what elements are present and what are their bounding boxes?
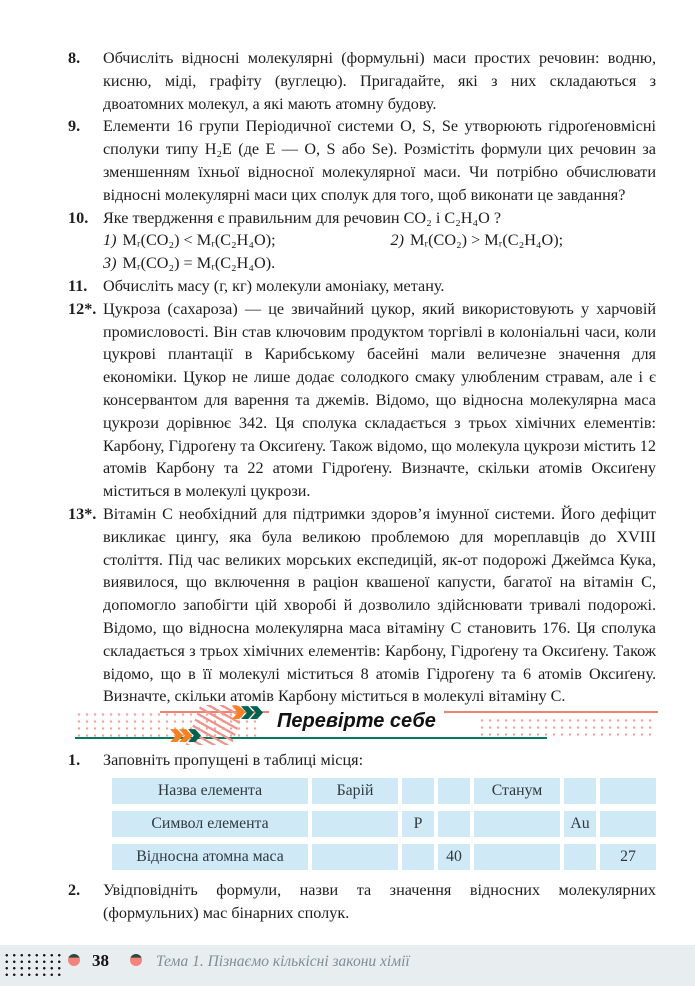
check-item-number: 1. [68, 751, 81, 770]
problem-number: 8. [68, 49, 81, 67]
table-cell [402, 778, 434, 804]
option-formula: Mᵣ(CO₂) < Mᵣ(C₂H₄O); [122, 231, 276, 250]
check-item-text: Увідповідніть формули, назви та значення відносних молекулярних (формульних) мас бінарних сполук. [103, 880, 656, 922]
check-item-text [103, 749, 656, 879]
problem-number: 13*. [68, 504, 97, 523]
table-cell [438, 778, 470, 804]
check-item-2 [68, 879, 656, 925]
table-cell [474, 811, 560, 837]
problem-text: Обчисліть відносні молекулярні (формульні) маси простих речовин: водню, кисню, міді, графіту (вуглецю). Пригадайте, які з них складаються з двоатомних молекул, а які мають атомну будову. [103, 49, 656, 113]
problem-text [103, 207, 656, 275]
table-cell: Барій [312, 778, 398, 804]
page-footer [0, 945, 695, 986]
section-title: Перевірте себе [269, 710, 444, 733]
problem-item-13 [68, 503, 656, 708]
answer-option-1 [103, 229, 391, 252]
green-rule-line [75, 737, 547, 739]
option-formula: Mᵣ(CO₂) = Mᵣ(C₂H₄O). [122, 254, 276, 273]
problem-item-11 [68, 275, 656, 298]
dot-grid-decoration [3, 952, 61, 977]
option-marker: 2) [390, 231, 405, 250]
table-cell: 27 [600, 844, 656, 870]
table-cell: Станум [474, 778, 560, 804]
table-cell [312, 844, 398, 870]
table-row-label: Відносна атомна маса [112, 844, 308, 870]
table-cell: P [402, 811, 434, 837]
table-row-label: Символ елемента [112, 811, 308, 837]
table-cell [600, 811, 656, 837]
answer-option-3 [103, 252, 656, 275]
problem-number: 10. [68, 208, 89, 227]
problem-text: Обчисліть масу (г, кг) молекули амоніаку, метану. [103, 276, 445, 295]
table-cell: Au [564, 811, 596, 837]
page-marker-icon [130, 954, 142, 966]
check-item-instruction: Заповніть пропущені в таблиці місця: [103, 751, 364, 770]
problem-item-9 [68, 115, 656, 206]
problem-text: Елементи 16 групи Періодичної системи O, S, Se утворюють гідроґеновмісні сполуки типу H₂E (де E — O, S або Se). Розмістіть формули цих речовин за зменшенням їхньої відносної молекулярної маси. Чи потрібно обчислювати відносні молекулярні маси цих сполук для того, щоб виконати це завдання? [103, 117, 656, 204]
answer-options [103, 229, 656, 275]
table-cell [312, 811, 398, 837]
page-marker-icon [68, 954, 80, 966]
check-item-1 [68, 749, 656, 879]
section-header-band [75, 708, 658, 742]
table-cell [600, 778, 656, 804]
option-marker: 3) [103, 254, 117, 273]
table-cell: 40 [438, 844, 470, 870]
table-cell [564, 778, 596, 804]
dot-pattern-decoration [478, 717, 656, 738]
problem-item-8 [68, 47, 656, 115]
chapter-title: Тема 1. Пізнаємо кількісні закони хімії [156, 953, 410, 970]
table-cell [564, 844, 596, 870]
problem-text: Цукроза (сахароза) — це звичайний цукор, який використовують у харчовій промисловості. Він став ключовим продуктом торгівлі в колоніальні часи, коли цукрові плантації в Карибському басейні мали величезне значення для економіки. Цукор не лише додає солодкого смаку улюбленим стравам, але і є консервантом для варення та джемів. Відомо, що відносна молекулярна маса цукрози дорівнює 342. Ця сполука складається з трьох хімічних елементів: Карбону, Гідроґену та Оксиґену. Також відомо, що молекула цукрози містить 12 атомів Карбону та 22 атоми Гідроґену. Визначте, скільки атомів Оксиґену міститься в молекулі цукрози. [103, 299, 656, 501]
problem-item-10 [68, 207, 656, 275]
table-cell [402, 844, 434, 870]
problem-number: 12*. [68, 299, 97, 318]
table-row-label: Назва елемента [112, 778, 308, 804]
problem-number: 11. [68, 276, 88, 295]
table-cell [438, 811, 470, 837]
table-cell [474, 844, 560, 870]
answer-option-2 [391, 229, 656, 252]
elements-table [112, 778, 656, 870]
check-item-number: 2. [68, 880, 81, 899]
problem-item-12 [68, 298, 656, 503]
page-number: 38 [92, 951, 109, 970]
problem-question: Яке твердження є правильним для речовин CO₂ і C₂H₄O ? [103, 208, 502, 227]
option-formula: Mᵣ(CO₂) > Mᵣ(C₂H₄O); [410, 231, 564, 250]
problem-text: Вітамін C необхідний для підтримки здоров’я імунної системи. Його дефіцит викликає цингу, яка була великою проблемою для мореплавців до XVIII століття. Під час великих морських експедицій, як-от подорожі Джеймса Кука, виявилося, що включення в раціон квашеної капусти, багатої на вітамін C, допомогло запобігти цій хворобі й дозволило здійснювати тривалі подорожі. Відомо, що відносна молекулярна маса вітаміну C становить 176. Ця сполука складається з трьох хімічних елементів: Карбону, Гідроґену та Оксиґену. Також відомо, що в її молекулі міститься 8 атомів Гідроґену та 6 атомів Оксиґену. Визначте, скільки атомів Карбону міститься в молекулі вітаміну C. [103, 504, 656, 706]
page-content [68, 47, 656, 925]
problem-number: 9. [68, 117, 81, 136]
option-marker: 1) [103, 231, 117, 250]
